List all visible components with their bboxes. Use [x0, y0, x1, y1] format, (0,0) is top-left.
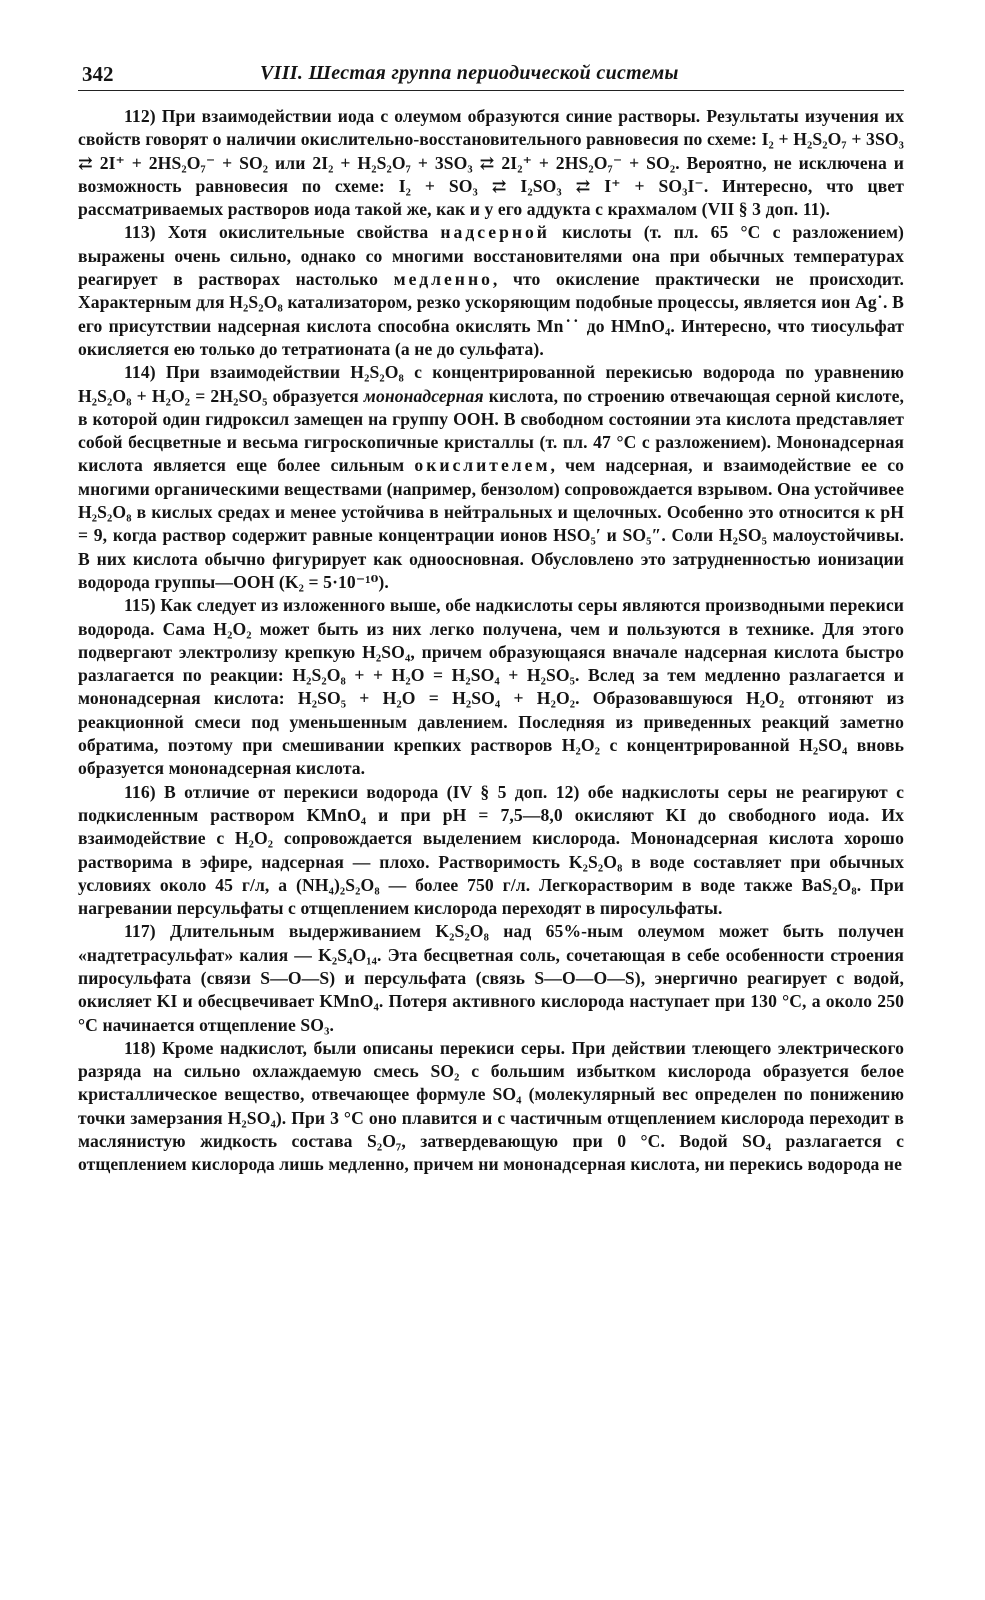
note-text: , чем надсерная, и взаимодействие ее со многими органическими веществами (например, бензолом) сопровождается взрывом. Она устойчивее H₂S₂O₈ в кислых средах и менее устойчива в нейтральных и щелочных. Особенно это относится к pH = 9, когда раствор содержит равные концентрации ионов HSO₅′ и SO₅″. Соли H₂SO₅ малоустойчивы. В них кислота обычно фигурирует как одноосновная. Обусловлено это затрудненностью ионизации водорода группы—OOH (K₂ = 5·10⁻¹⁰).	[78, 455, 905, 592]
page-number: 342	[82, 62, 114, 86]
note-text: Хотя окислительные свойства	[167, 222, 441, 243]
note-text: Длительным выдерживанием K₂S₂O₈ над 65%-ным олеумом может быть получен «надтетрасульфат» калия — K₂S₄O₁₄. Эта бесцветная соль, сочетающая в себе особенности строения пиросульфата (связи S—O—S) и персульфата (связь S—O—O—S), энергично реагирует с водой, окисляет KI и обесцвечивает KMnO₄. Потеря активного кислорода наступает при 130 °С, а около 250 °С начинается отщепление SO₃.	[78, 921, 904, 1035]
note-number: 115)	[124, 595, 156, 616]
note-text: , что окисление практически не происходит. Характерным для H₂S₂O₈ катализатором, резко ускоряющим подобные процессы, является ион Ag˙. В его присутствии надсерная кислота способна окислять Mn˙˙ до HMnO₄. Интересно, что тиосульфат окисляется ею только до тетратионата (а не до сульфата).	[78, 269, 904, 359]
note-text: При взаимодействии H₂S₂O₈ с концентрированной перекисью водорода по уравнению H₂S₂O₈ + H₂O₂ = 2H₂SO₅ образуется	[78, 362, 904, 406]
body-text	[78, 105, 904, 1177]
note-117	[78, 920, 904, 1036]
italic-term: мононадсерная	[363, 385, 484, 406]
note-116	[78, 781, 904, 921]
note-text: В отличие от перекиси водорода (IV § 5 доп. 12) обе надкислоты серы не реагируют с подкисленным раствором KMnO₄ и при pH = 7,5—8,0 окисляют KI до свободного иода. Их взаимодействие с H₂O₂ сопровождается выделением кислорода. Мононадсерная кислота хорошо растворима в эфире, надсерная — плохо. Растворимость K₂S₂O₈ в воде составляет при обычных условиях около 45 г/л, а (NH₄)₂S₂O₈ — более 750 г/л. Легкорастворим в воде также BaS₂O₈. При нагревании персульфаты с отщеплением кислорода переходят в пиросульфаты.	[78, 781, 905, 919]
note-number: 117)	[124, 921, 156, 942]
note-number: 112)	[124, 106, 156, 126]
note-118	[78, 1037, 904, 1177]
note-113	[78, 221, 904, 361]
note-number: 113)	[124, 222, 156, 243]
emphasized-term: медленно	[393, 269, 493, 290]
emphasized-term: окислителем	[414, 455, 551, 476]
note-text: кислоты (т. пл. 65 °С с разложением) выражены очень сильно, однако со многими восстановителями она при обычных температурах реагирует в растворах настолько	[78, 222, 904, 290]
note-number: 114)	[124, 362, 156, 383]
note-text: кислота, по строению отвечающая серной кислоте, в которой один гидроксил замещен на группу OOH. В свободном состоянии эта кислота представляет собой бесцветные и весьма гигроскопичные кристаллы (т. пл. 47 °С с разложением). Мононадсерная кислота является еще более сильным	[78, 385, 904, 476]
running-head	[78, 60, 904, 91]
note-114	[78, 361, 904, 594]
note-text: Кроме надкислот, были описаны перекиси серы. При действии тлеющего электрического разряда на сильно охлаждаемую смесь SO₂ с большим избытком кислорода образуется белое кристаллическое вещество, отвечающее формуле SO₄ (молекулярный вес определен по понижению точки замерзания H₂SO₄). При 3 °С оно плавится и с частичным отщеплением кислорода переходит в маслянистую жидкость состава S₂O₇, затвердевающую при 0 °С. Водой SO₄ разлагается с отщеплением кислорода лишь медленно, причем ни мононадсерная кислота, ни перекись водорода не	[78, 1037, 905, 1175]
note-number: 116)	[124, 781, 156, 802]
note-text: При взаимодействии иода с олеумом образуются синие растворы. Результаты изучения их свойств говорят о наличии окислительно-восстановительного равновесия по схеме: I₂ + H₂S₂O₇ + 3SO₃ ⇄ 2I⁺ + 2HS₂O₇⁻ + SO₂ или 2I₂ + H₂S₂O₇ + 3SO₃ ⇄ 2I₂⁺ + 2HS₂O₇⁻ + SO₂. Вероятно, не исключена и возможность равновесия по схеме: I₂ + SO₃ ⇄ I₂SO₃ ⇄ I⁺ + SO₃I⁻. Интересно, что цвет рассматриваемых растворов иода такой же, как и у его аддукта с крахмалом (VII § 3 доп. 11).	[78, 106, 904, 220]
note-number: 118)	[124, 1037, 156, 1058]
emphasized-term: надсерной	[440, 222, 550, 243]
book-page	[78, 60, 904, 1580]
note-115	[78, 594, 904, 780]
note-112	[78, 105, 904, 221]
running-title: VIII. Шестая группа периодической системы	[260, 62, 679, 84]
note-text: Как следует из изложенного выше, обе надкислоты серы являются производными перекиси водорода. Сама H₂O₂ может быть из них легко получена, чем и пользуются в технике. Для этого подвергают электролизу крепкую H₂SO₄, причем образующаяся вначале надсерная кислота быстро разлагается по реакции: H₂S₂O₈ + + H₂O = H₂SO₄ + H₂SO₅. Вслед за тем медленно разлагается и мононадсерная кислота: H₂SO₅ + H₂O = H₂SO₄ + H₂O₂. Образовавшуюся H₂O₂ отгоняют из реакционной смеси под уменьшенным давлением. Последняя из приведенных реакций заметно обратима, поэтому при смешивании крепких растворов H₂O₂ с концентрированной H₂SO₄ вновь образуется мононадсерная кислота.	[78, 595, 905, 779]
